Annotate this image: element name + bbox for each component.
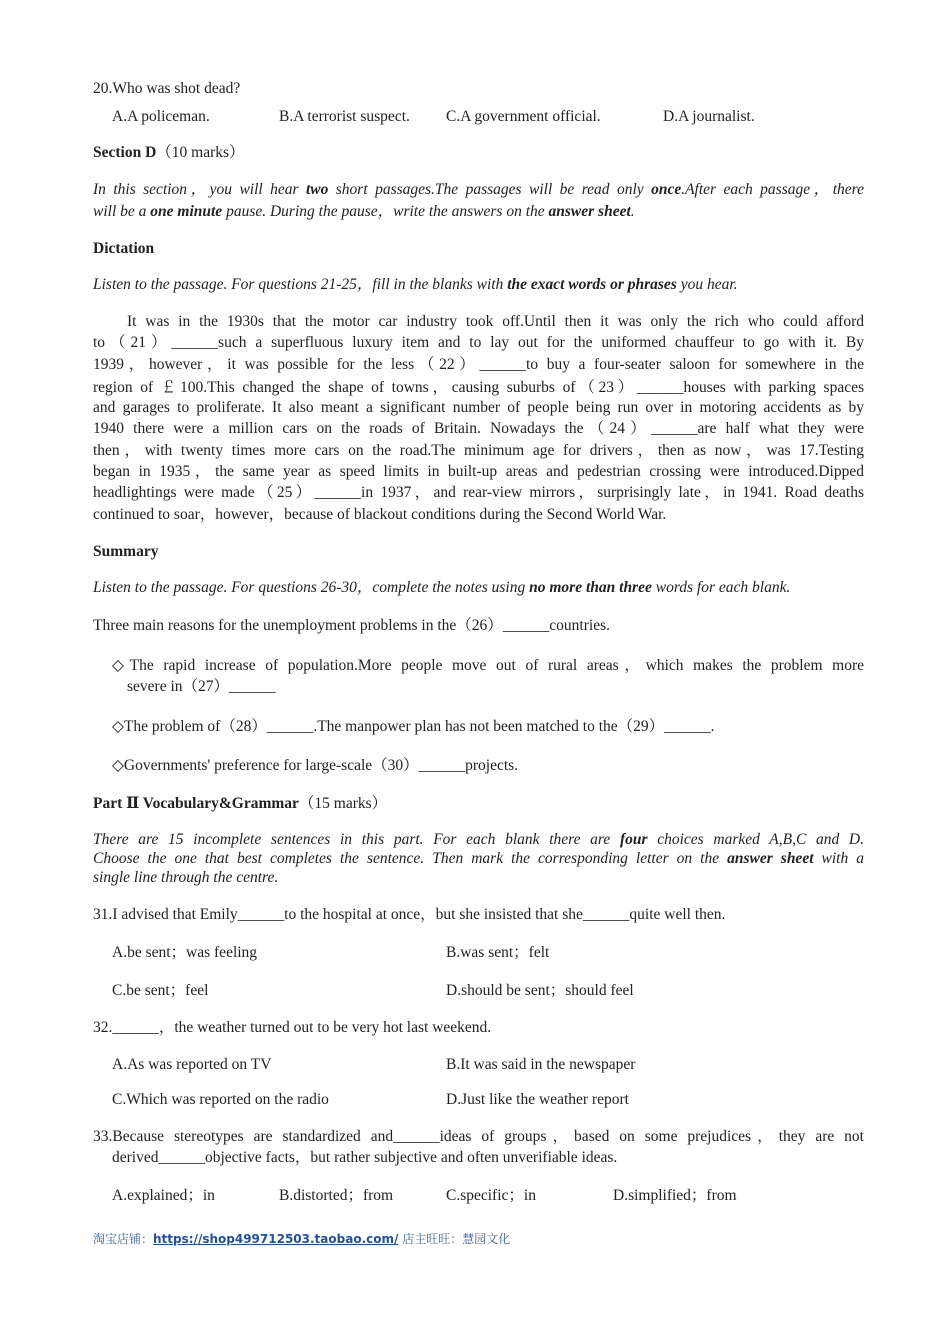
q33-stem-line2: derived______objective facts，but rather subjective and often unverifiable ideas. xyxy=(112,1149,618,1166)
dictation-line-10: continued to soar，however，because of blackout conditions during the Second World War. xyxy=(93,506,667,523)
summary-instruction xyxy=(93,578,790,598)
part2-title: Part Ⅱ Vocabulary&Grammar xyxy=(93,795,299,812)
dictation-instruction xyxy=(93,275,738,295)
instr-bold: once xyxy=(651,181,682,198)
dictation-line-7: then，with twenty times more cars on the road.The minimum age for drivers，then as now，was 17.Testing xyxy=(93,442,864,459)
section-d-instruction-line2 xyxy=(93,202,635,222)
q20-option-a: A.A policeman. xyxy=(112,108,210,125)
shop-link[interactable]: https://shop499712503.taobao.com/ xyxy=(153,1232,399,1246)
dictation-line-5: and garages to proliferate. It also meant a significant number of people being run over in motoring accidents as by xyxy=(93,399,864,416)
instr-text: In this section，you will hear xyxy=(93,181,306,198)
summary-heading: Summary xyxy=(93,543,159,560)
footer-owner: 店主旺旺：慧园文化 xyxy=(402,1232,511,1246)
section-d-heading xyxy=(93,143,245,163)
instr-text: Choose the one that best completes the sentence. Then mark the corresponding letter on the xyxy=(93,850,728,867)
instr-text: . xyxy=(630,203,635,220)
q32-option-c: C.Which was reported on the radio xyxy=(112,1091,329,1108)
instr-bold: four xyxy=(619,831,648,848)
dictation-line-6: 1940 there were a million cars on the roads of Britain. Nowadays the（24）______are half what they were xyxy=(93,420,864,437)
section-d-instruction-line1 xyxy=(93,180,864,200)
dictation-heading: Dictation xyxy=(93,240,155,257)
q31-option-c: C.be sent；feel xyxy=(112,982,209,999)
q33-option-b: B.distorted；from xyxy=(279,1187,394,1204)
q32-option-a: A.As was reported on TV xyxy=(112,1056,272,1073)
instr-text: you hear. xyxy=(676,276,738,293)
summary-bullet-1-line2: severe in（27）______ xyxy=(127,678,276,695)
q31-stem: 31.I advised that Emily______to the hospital at once，but she insisted that she______quite well then. xyxy=(93,906,726,923)
instr-bold: two xyxy=(305,181,329,198)
part2-heading xyxy=(93,794,387,814)
q20-option-b: B.A terrorist suspect. xyxy=(279,108,410,125)
part2-instruction-line3: single line through the centre. xyxy=(93,869,279,886)
q33-option-d: D.simplified；from xyxy=(613,1187,737,1204)
dictation-line-1: It was in the 1930s that the motor car industry took off.Until then it was only the rich who could afford xyxy=(127,313,864,330)
summary-bullet-3: ◇Governments' preference for large-scale（30）______projects. xyxy=(112,757,519,774)
instr-text: .After each passage，there xyxy=(681,181,864,198)
instr-text: pause. During the pause，write the answers on the xyxy=(222,203,549,220)
dictation-line-3: 1939，however，it was possible for the less（22）______to buy a four-seater saloon for somewhere in the xyxy=(93,356,864,373)
instr-bold: the exact words or phrases xyxy=(507,276,677,293)
instr-bold: one minute xyxy=(150,203,223,220)
summary-bullet-2: ◇The problem of（28）______.The manpower plan has not been matched to the（29）______. xyxy=(112,718,715,735)
instr-bold: no more than three xyxy=(529,579,652,596)
instr-text: Listen to the passage. For questions 26-30，complete the notes using xyxy=(93,579,530,596)
q32-option-b: B.It was said in the newspaper xyxy=(446,1056,636,1073)
summary-bullet-1-line1: ◇The rapid increase of population.More people move out of rural areas，which makes the problem more xyxy=(112,657,864,674)
instr-bold: answer sheet xyxy=(727,850,814,867)
q32-option-d: D.Just like the weather report xyxy=(446,1091,629,1108)
footer xyxy=(93,1229,510,1249)
section-d-title: Section D xyxy=(93,144,157,161)
instr-text: will be a xyxy=(93,203,151,220)
dictation-line-9: headlightings were made（25）______in 1937，and rear-view mirrors，surprisingly late，in 1941. Road deaths xyxy=(93,484,864,501)
dictation-line-8: began in 1935，the same year as speed limits in built-up areas and pedestrian crossing were introduced.Dipped xyxy=(93,463,864,480)
part2-marks: （15 marks） xyxy=(298,795,388,812)
instr-text: short passages.The passages will be read only xyxy=(328,181,652,198)
q32-stem: 32.______，the weather turned out to be very hot last weekend. xyxy=(93,1019,492,1036)
part2-instruction-line2 xyxy=(93,849,864,869)
instr-bold: answer sheet xyxy=(548,203,631,220)
q31-option-d: D.should be sent；should feel xyxy=(446,982,634,999)
instr-text: Listen to the passage. For questions 21-25，fill in the blanks with xyxy=(93,276,508,293)
section-d-marks: （10 marks） xyxy=(156,144,245,161)
instr-text: with a xyxy=(813,850,864,867)
dictation-line-2: to（21）______such a superfluous luxury item and to lay out for the uniformed chauffeur to go with it. By xyxy=(93,334,864,351)
q33-option-a: A.explained；in xyxy=(112,1187,215,1204)
q20-option-d: D.A journalist. xyxy=(663,108,755,125)
instr-text: words for each blank. xyxy=(651,579,791,596)
q33-stem-line1: 33.Because stereotypes are standardized and______ideas of groups，based on some prejudices，they are not xyxy=(93,1128,864,1145)
dictation-line-4: region of ￡100.This changed the shape of towns，causing suburbs of（23）______houses with parking spaces xyxy=(93,379,864,396)
q31-option-a: A.be sent；was feeling xyxy=(112,944,258,961)
summary-intro: Three main reasons for the unemployment problems in the（26）______countries. xyxy=(93,617,610,634)
q20-option-c: C.A government official. xyxy=(446,108,601,125)
instr-text: choices marked A,B,C and D. xyxy=(647,831,864,848)
footer-label: 淘宝店铺： xyxy=(93,1232,154,1246)
instr-text: There are 15 incomplete sentences in this part. For each blank there are xyxy=(93,831,620,848)
q20-stem: 20.Who was shot dead? xyxy=(93,80,241,97)
q33-option-c: C.specific；in xyxy=(446,1187,536,1204)
part2-instruction-line1 xyxy=(93,830,864,850)
q31-option-b: B.was sent；felt xyxy=(446,944,550,961)
